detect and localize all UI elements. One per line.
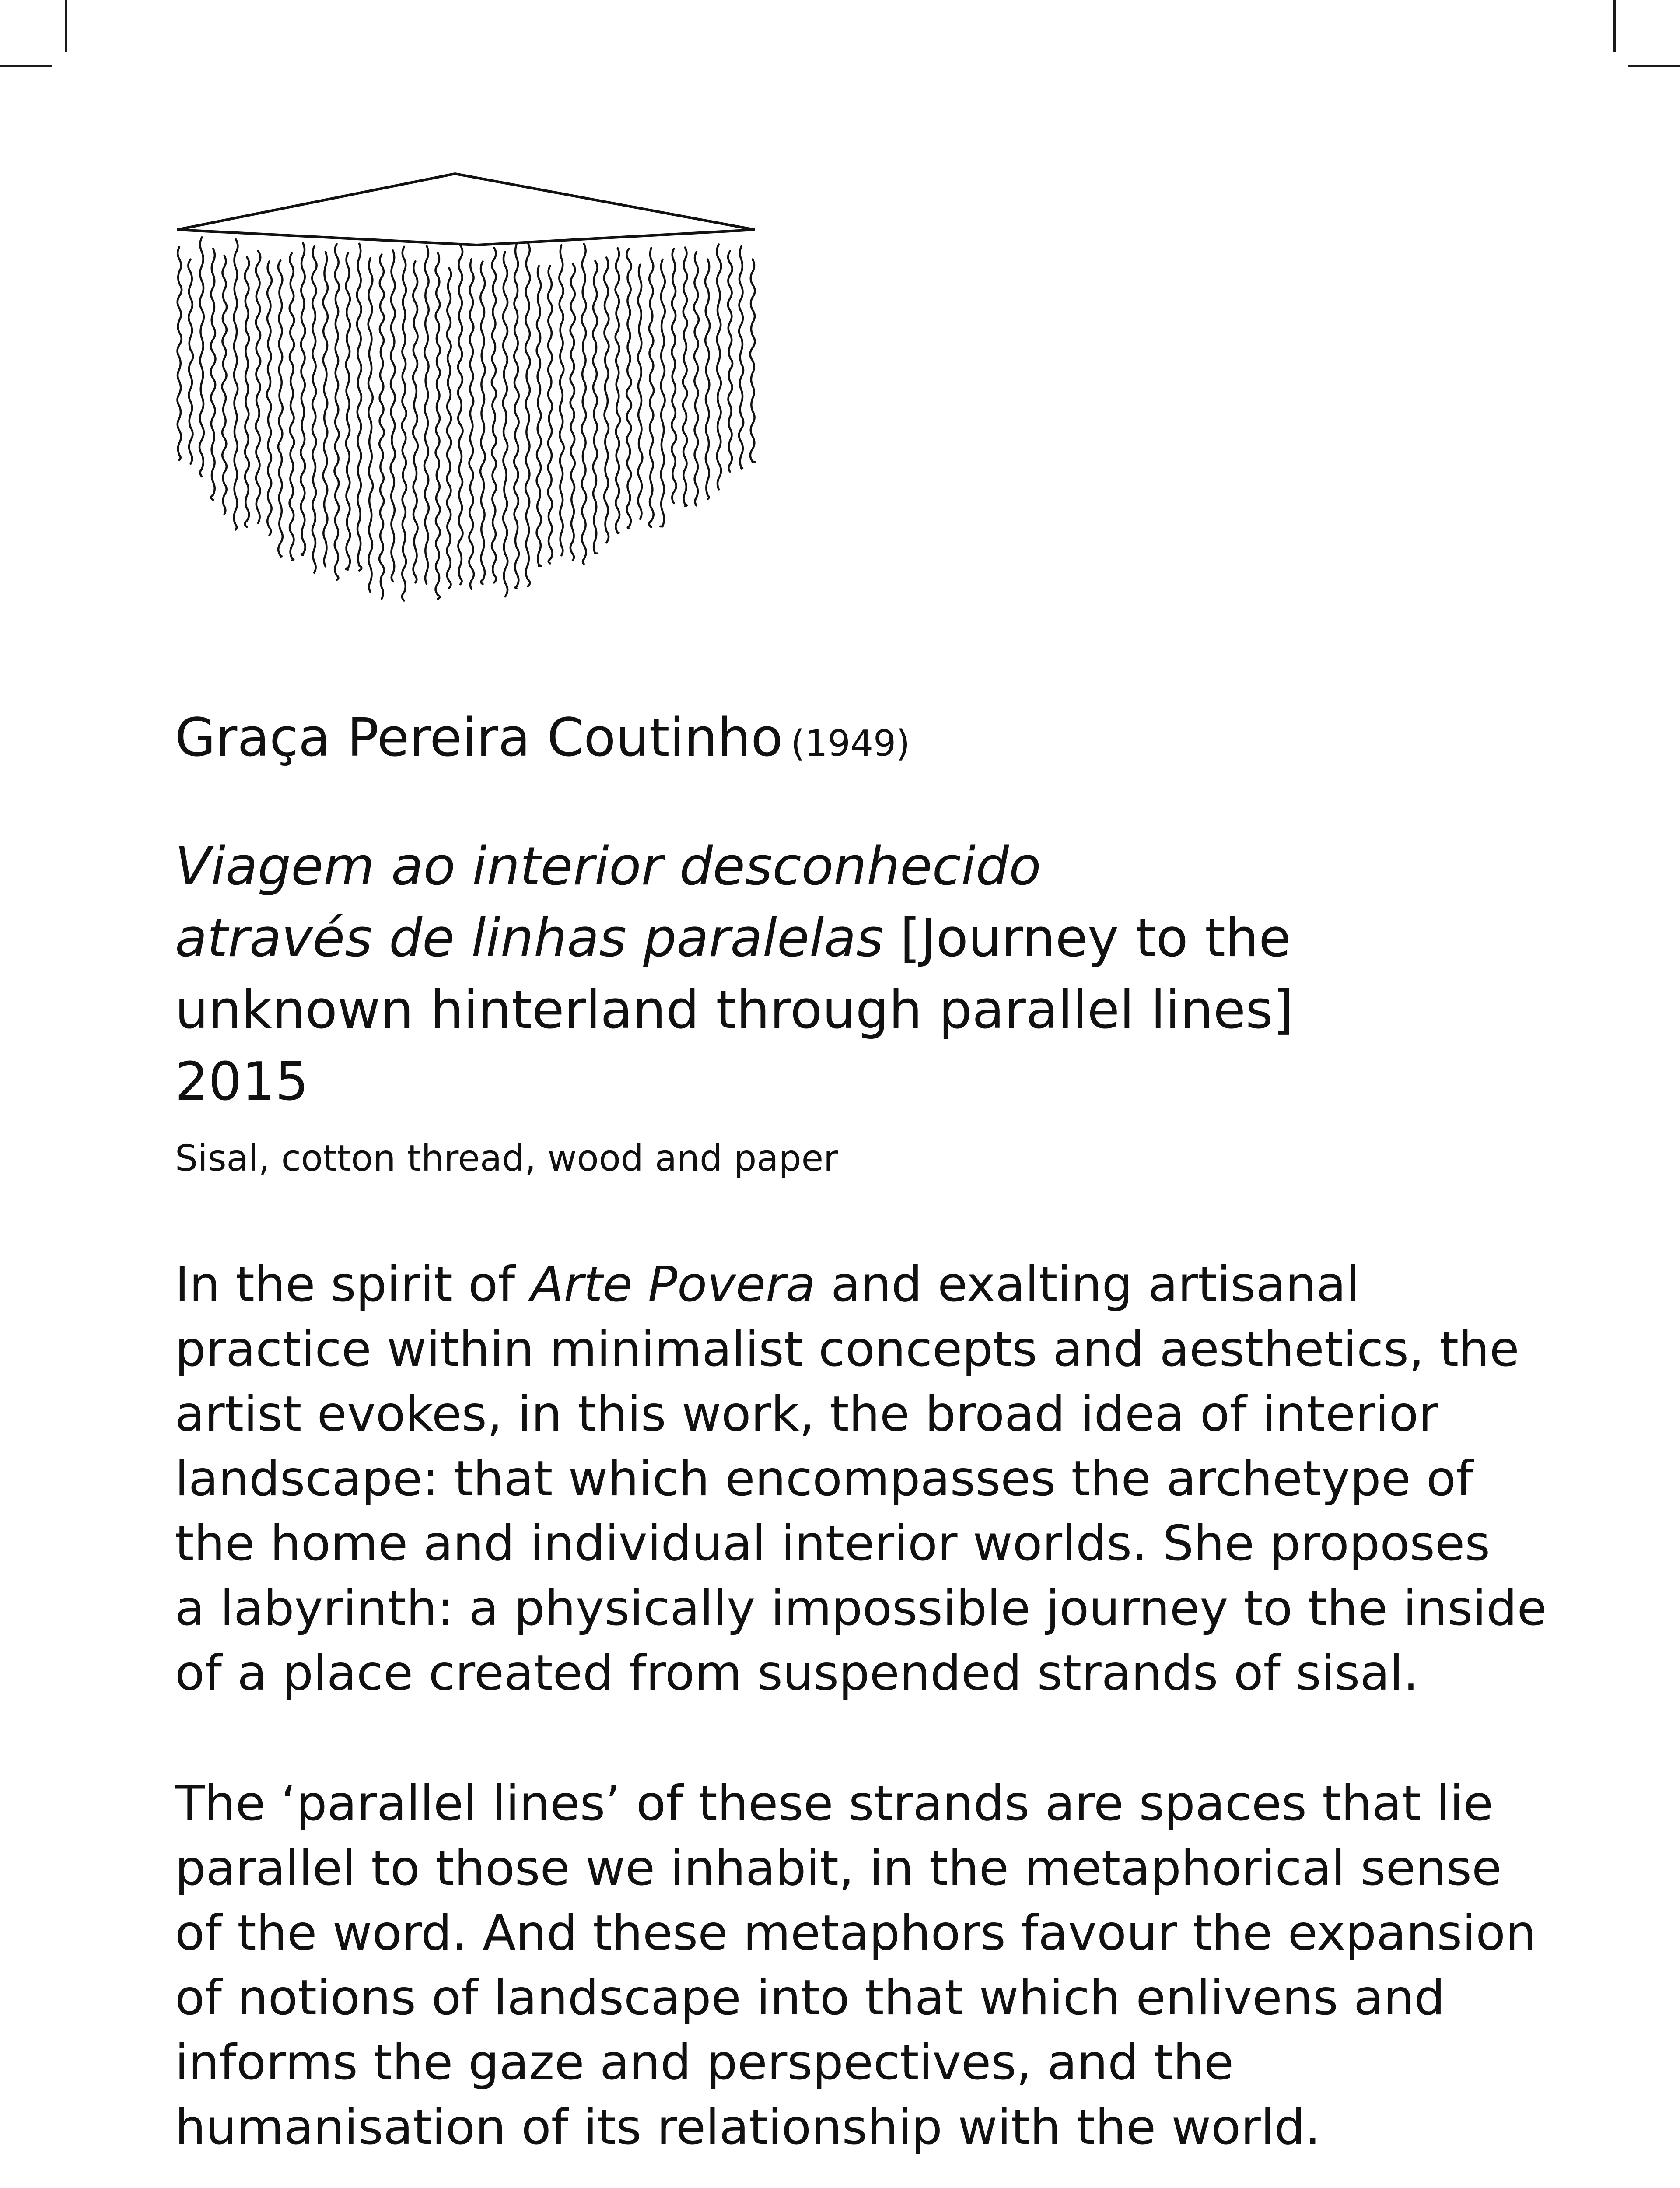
paragraph-line: The ‘parallel lines’ of these strands are spaces that lie (175, 1775, 1493, 1832)
sisal-strand (649, 248, 654, 527)
paragraph-line: a labyrinth: a physically impossible journey to the inside (175, 1580, 1547, 1637)
sisal-strand (346, 253, 350, 570)
sisal-strand (278, 260, 283, 557)
sisal-strand (323, 252, 328, 566)
sisal-strand (514, 245, 519, 589)
sisal-strand (525, 243, 530, 586)
sisal-strand (570, 264, 575, 561)
crop-mark-top-left-horizontal (0, 65, 52, 67)
sisal-strand (435, 253, 440, 599)
sisal-strand (301, 243, 305, 555)
sisal-strand (581, 244, 586, 564)
strands-group (178, 237, 755, 600)
paragraph-line: In the spirit of Arte Povera and exalting artisanal (175, 1256, 1360, 1313)
sisal-strand (728, 251, 732, 472)
sisal-strand (256, 251, 260, 523)
artist-heading (175, 707, 1531, 770)
label-content (175, 707, 1547, 2160)
paragraph-line: of a place created from suspended strands of sisal. (175, 1645, 1419, 1701)
sisal-strand (424, 246, 429, 584)
sisal-strand (694, 252, 699, 506)
title-line: Viagem ao interior desconhecido (175, 836, 1041, 897)
sisal-strand (413, 261, 418, 582)
sisal-strand (245, 257, 249, 527)
suspension-frame (177, 174, 755, 245)
sisal-strand (480, 262, 485, 584)
sisal-strand (559, 245, 564, 555)
paragraph-line: artist evokes, in this work, the broad idea of interior (175, 1385, 1439, 1442)
sisal-strand (447, 268, 451, 588)
crop-mark-top-right-vertical (1614, 0, 1616, 52)
sisal-strand (458, 245, 463, 584)
sisal-strand (682, 248, 687, 506)
sisal-strand (537, 266, 542, 566)
crop-mark-top-left-vertical (65, 0, 67, 52)
sisal-strand (178, 247, 182, 460)
sisal-strand (604, 257, 609, 543)
artwork-materials: Sisal, cotton thread, wood and paper (175, 1138, 838, 1179)
description-paragraph-1 (175, 1252, 1547, 1706)
sisal-strand (357, 244, 362, 571)
sisal-strand (660, 259, 665, 526)
crop-mark-top-right-horizontal (1628, 65, 1680, 67)
sisal-strand (750, 259, 755, 463)
sisal-strand (705, 259, 710, 499)
sisal-strand (391, 250, 395, 581)
sisal-strand (368, 258, 373, 593)
sisal-strand (402, 247, 406, 601)
sisal-strand (638, 265, 643, 519)
paragraph-line: practice within minimalist concepts and aesthetics, the (175, 1321, 1519, 1378)
sisal-strand (503, 252, 508, 596)
sisal-strand (200, 237, 204, 477)
sisal-strand (290, 253, 294, 561)
sisal-strand (222, 256, 227, 514)
paragraph-line: the home and individual interior worlds. She proposes (175, 1515, 1491, 1572)
sisal-strand (626, 249, 631, 529)
sisal-strand (492, 248, 497, 583)
sisal-strand (548, 266, 552, 564)
sisal-strand (211, 249, 216, 500)
paragraph-line: of notions of landscape into that which enlivens and (175, 1969, 1445, 2026)
artist-birth-year: (1949) (791, 723, 910, 764)
paragraph-line: landscape: that which encompasses the archetype of (175, 1450, 1474, 1507)
sisal-strand (267, 261, 272, 535)
sisal-strand (717, 244, 721, 489)
sisal-strand (672, 249, 676, 503)
title-line: através de linhas paralelas [Journey to the (175, 908, 1291, 969)
sisal-strand (234, 239, 238, 530)
sisal-strand (379, 254, 384, 599)
sisal-strand (188, 259, 193, 464)
sisal-strand (334, 244, 339, 580)
sisal-strand (593, 261, 598, 554)
sisal-strands-illustration (171, 168, 761, 624)
sisal-strand (469, 259, 474, 589)
sisal-strand (312, 246, 316, 573)
artwork-title-block (175, 831, 1531, 1118)
sisal-strand (739, 246, 743, 468)
title-line: unknown hinterland through parallel lines] (175, 980, 1294, 1041)
paragraph-line: parallel to those we inhabit, in the metaphorical sense (175, 1840, 1502, 1897)
paragraph-line: humanisation of its relationship with the world. (175, 2099, 1321, 2156)
paragraph-line: of the word. And these metaphors favour the expansion (175, 1904, 1536, 1961)
description-paragraph-2 (175, 1771, 1536, 2160)
artwork-date: 2015 (175, 1052, 309, 1112)
artist-name: Graça Pereira Coutinho (175, 708, 783, 768)
paragraph-line: informs the gaze and perspectives, and the (175, 2034, 1234, 2091)
sisal-strand (616, 248, 620, 533)
